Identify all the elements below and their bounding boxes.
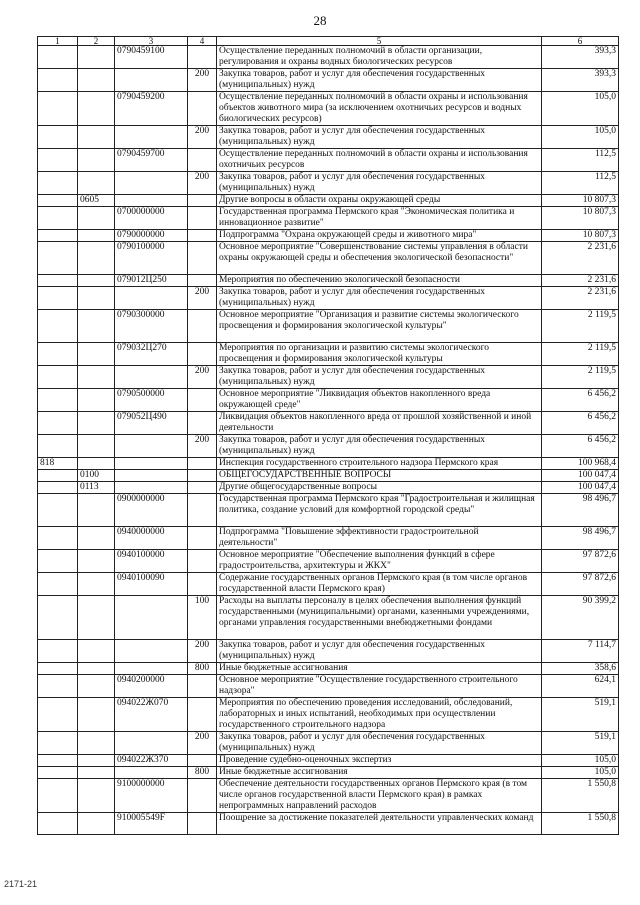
item-name-cell: Обеспечение деятельности государственных органов Пермского края (в том числе органов государственной власти Пермского края) в рамках непрограммных направлений расходов bbox=[217, 779, 542, 813]
admin-code-cell bbox=[38, 207, 78, 230]
section-code-cell bbox=[78, 550, 115, 573]
admin-code-cell bbox=[38, 287, 78, 310]
table-row bbox=[38, 435, 619, 458]
item-name-cell: Основное мероприятие "Осуществление государственного строительного надзора" bbox=[217, 675, 542, 698]
table-row bbox=[38, 69, 619, 92]
amount-cell: 393,3 bbox=[542, 69, 619, 92]
section-code-cell bbox=[78, 640, 115, 663]
section-code-cell bbox=[78, 287, 115, 310]
amount-cell: 7 114,7 bbox=[542, 640, 619, 663]
item-name-cell: Иные бюджетные ассигнования bbox=[217, 663, 542, 675]
section-code-cell bbox=[78, 126, 115, 149]
target-item-code-cell bbox=[115, 458, 188, 470]
item-name-cell: Поощрение за достижение показателей деятельности управленческих команд bbox=[217, 813, 542, 835]
expense-type-code-cell bbox=[188, 46, 217, 69]
table-row bbox=[38, 640, 619, 663]
amount-cell: 6 456,2 bbox=[542, 435, 619, 458]
expense-type-code-cell bbox=[188, 310, 217, 343]
table-row bbox=[38, 494, 619, 527]
footer-document-code: 2171-21 bbox=[4, 879, 38, 889]
amount-cell: 10 807,3 bbox=[542, 230, 619, 242]
item-name-cell: Подпрограмма "Охрана окружающей среды и животного мира" bbox=[217, 230, 542, 242]
amount-cell: 2 119,5 bbox=[542, 366, 619, 389]
item-name-cell: Проведение судебно-оценочных экспертиз bbox=[217, 755, 542, 767]
admin-code-cell bbox=[38, 663, 78, 675]
item-name-cell: ОБЩЕГОСУДАРСТВЕННЫЕ ВОПРОСЫ bbox=[217, 470, 542, 482]
target-item-code-cell: 079052Ц490 bbox=[115, 412, 188, 435]
admin-code-cell bbox=[38, 596, 78, 640]
target-item-code-cell bbox=[115, 172, 188, 195]
item-name-cell: Мероприятия по обеспечению проведения исследований, обследований, лабораторных и иных испытаний, необходимых при осуществлении государственного строительного надзора bbox=[217, 698, 542, 732]
amount-cell: 97 872,6 bbox=[542, 550, 619, 573]
amount-cell: 2 231,6 bbox=[542, 275, 619, 287]
admin-code-cell bbox=[38, 470, 78, 482]
item-name-cell: Ликвидация объектов накопленного вреда от прошлой хозяйственной и иной деятельности bbox=[217, 412, 542, 435]
table-row bbox=[38, 675, 619, 698]
section-code-cell bbox=[78, 69, 115, 92]
section-code-cell bbox=[78, 172, 115, 195]
admin-code-cell bbox=[38, 698, 78, 732]
expense-type-code-cell bbox=[188, 527, 217, 550]
admin-code-cell bbox=[38, 412, 78, 435]
target-item-code-cell bbox=[115, 596, 188, 640]
section-code-cell bbox=[78, 755, 115, 767]
item-name-cell: Основное мероприятие "Обеспечение выполнения функций в сфере градостроительства, архитектуры и ЖКХ" bbox=[217, 550, 542, 573]
table-row bbox=[38, 779, 619, 813]
target-item-code-cell: 0790300000 bbox=[115, 310, 188, 343]
item-name-cell: Закупка товаров, работ и услуг для обеспечения государственных (муниципальных) нужд bbox=[217, 366, 542, 389]
section-code-cell bbox=[78, 275, 115, 287]
table-row bbox=[38, 230, 619, 242]
amount-cell: 112,5 bbox=[542, 172, 619, 195]
table-row bbox=[38, 172, 619, 195]
target-item-code-cell: 079032Ц270 bbox=[115, 343, 188, 366]
amount-cell: 2 119,5 bbox=[542, 343, 619, 366]
expense-type-code-cell bbox=[188, 470, 217, 482]
section-code-cell bbox=[78, 458, 115, 470]
amount-cell: 100 047,4 bbox=[542, 470, 619, 482]
item-name-cell: Осуществление переданных полномочий в области организации, регулирования и охраны водных биологических ресурсов bbox=[217, 46, 542, 69]
table-row bbox=[38, 527, 619, 550]
target-item-code-cell: 094022Ж370 bbox=[115, 755, 188, 767]
table-row bbox=[38, 596, 619, 640]
amount-cell: 2 231,6 bbox=[542, 287, 619, 310]
item-name-cell: Закупка товаров, работ и услуг для обеспечения государственных (муниципальных) нужд bbox=[217, 126, 542, 149]
expense-type-code-cell bbox=[188, 92, 217, 126]
item-name-cell: Инспекция государственного строительного надзора Пермского края bbox=[217, 458, 542, 470]
target-item-code-cell: 0790459100 bbox=[115, 46, 188, 69]
amount-cell: 105,0 bbox=[542, 767, 619, 779]
expense-type-code-cell: 200 bbox=[188, 366, 217, 389]
section-code-cell bbox=[78, 698, 115, 732]
admin-code-cell bbox=[38, 767, 78, 779]
section-code-cell: 0113 bbox=[78, 482, 115, 494]
item-name-cell: Другие общегосударственные вопросы bbox=[217, 482, 542, 494]
admin-code-cell bbox=[38, 675, 78, 698]
table-row bbox=[38, 470, 619, 482]
expense-type-code-cell bbox=[188, 779, 217, 813]
section-code-cell bbox=[78, 596, 115, 640]
item-name-cell: Закупка товаров, работ и услуг для обеспечения государственных (муниципальных) нужд bbox=[217, 640, 542, 663]
amount-cell: 1 550,8 bbox=[542, 813, 619, 835]
item-name-cell: Закупка товаров, работ и услуг для обеспечения государственных (муниципальных) нужд bbox=[217, 732, 542, 755]
target-item-code-cell: 0790459200 bbox=[115, 92, 188, 126]
table-row bbox=[38, 698, 619, 732]
table-row bbox=[38, 482, 619, 494]
table-row bbox=[38, 242, 619, 275]
amount-cell: 519,1 bbox=[542, 732, 619, 755]
item-name-cell: Закупка товаров, работ и услуг для обеспечения государственных (муниципальных) нужд bbox=[217, 172, 542, 195]
expense-type-code-cell bbox=[188, 230, 217, 242]
target-item-code-cell: 0940200000 bbox=[115, 675, 188, 698]
amount-cell: 97 872,6 bbox=[542, 573, 619, 596]
item-name-cell: Иные бюджетные ассигнования bbox=[217, 767, 542, 779]
section-code-cell bbox=[78, 779, 115, 813]
admin-code-cell bbox=[38, 482, 78, 494]
admin-code-cell bbox=[38, 126, 78, 149]
target-item-code-cell: 079012Ц250 bbox=[115, 275, 188, 287]
section-code-cell bbox=[78, 92, 115, 126]
amount-cell: 105,0 bbox=[542, 126, 619, 149]
table-row bbox=[38, 207, 619, 230]
item-name-cell: Государственная программа Пермского края "Экономическая политика и инновационное развитие" bbox=[217, 207, 542, 230]
section-code-cell bbox=[78, 573, 115, 596]
admin-code-cell bbox=[38, 366, 78, 389]
amount-cell: 98 496,7 bbox=[542, 494, 619, 527]
expense-type-code-cell: 200 bbox=[188, 640, 217, 663]
amount-cell: 10 807,3 bbox=[542, 207, 619, 230]
section-code-cell bbox=[78, 767, 115, 779]
table-row bbox=[38, 732, 619, 755]
expense-type-code-cell bbox=[188, 207, 217, 230]
amount-cell: 90 399,2 bbox=[542, 596, 619, 640]
expense-type-code-cell bbox=[188, 195, 217, 207]
admin-code-cell bbox=[38, 732, 78, 755]
item-name-cell: Подпрограмма "Повышение эффективности градостроительной деятельности" bbox=[217, 527, 542, 550]
amount-cell: 393,3 bbox=[542, 46, 619, 69]
amount-cell: 105,0 bbox=[542, 755, 619, 767]
expense-type-code-cell: 200 bbox=[188, 172, 217, 195]
target-item-code-cell bbox=[115, 663, 188, 675]
amount-cell: 6 456,2 bbox=[542, 412, 619, 435]
admin-code-cell bbox=[38, 550, 78, 573]
table-row bbox=[38, 767, 619, 779]
table-row bbox=[38, 275, 619, 287]
target-item-code-cell: 0790500000 bbox=[115, 389, 188, 412]
expense-type-code-cell: 100 bbox=[188, 596, 217, 640]
table-row bbox=[38, 195, 619, 207]
section-code-cell bbox=[78, 343, 115, 366]
amount-cell: 6 456,2 bbox=[542, 389, 619, 412]
section-code-cell bbox=[78, 149, 115, 172]
amount-cell: 10 807,3 bbox=[542, 195, 619, 207]
item-name-cell: Государственная программа Пермского края "Градостроительная и жилищная политика, создание условий для комфортной городской среды" bbox=[217, 494, 542, 527]
amount-cell: 105,0 bbox=[542, 92, 619, 126]
item-name-cell: Содержание государственных органов Пермского края (в том числе органов государственной власти Пермского края) bbox=[217, 573, 542, 596]
column-number-5: 5 bbox=[217, 37, 542, 46]
table-row bbox=[38, 149, 619, 172]
section-code-cell bbox=[78, 46, 115, 69]
table-row bbox=[38, 389, 619, 412]
amount-cell: 100 968,4 bbox=[542, 458, 619, 470]
admin-code-cell bbox=[38, 92, 78, 126]
target-item-code-cell bbox=[115, 69, 188, 92]
section-code-cell bbox=[78, 310, 115, 343]
column-number-3: 3 bbox=[115, 37, 188, 46]
target-item-code-cell bbox=[115, 732, 188, 755]
section-code-cell bbox=[78, 527, 115, 550]
item-name-cell: Другие вопросы в области охраны окружающей среды bbox=[217, 195, 542, 207]
expense-type-code-cell bbox=[188, 813, 217, 835]
item-name-cell: Мероприятия по организации и развитию системы экологического просвещения и формирования экологической культуры bbox=[217, 343, 542, 366]
item-name-cell: Закупка товаров, работ и услуг для обеспечения государственных (муниципальных) нужд bbox=[217, 435, 542, 458]
admin-code-cell bbox=[38, 779, 78, 813]
expense-type-code-cell bbox=[188, 149, 217, 172]
admin-code-cell bbox=[38, 149, 78, 172]
table-row bbox=[38, 663, 619, 675]
section-code-cell bbox=[78, 675, 115, 698]
admin-code-cell bbox=[38, 435, 78, 458]
admin-code-cell bbox=[38, 755, 78, 767]
expense-type-code-cell bbox=[188, 275, 217, 287]
page-number: 28 bbox=[313, 13, 327, 28]
column-number-4: 4 bbox=[188, 37, 217, 46]
section-code-cell: 0605 bbox=[78, 195, 115, 207]
expense-type-code-cell bbox=[188, 698, 217, 732]
item-name-cell: Основное мероприятие "Ликвидация объектов накопленного вреда окружающей среде" bbox=[217, 389, 542, 412]
section-code-cell: 0100 bbox=[78, 470, 115, 482]
admin-code-cell bbox=[38, 494, 78, 527]
budget-table bbox=[37, 36, 619, 835]
section-code-cell bbox=[78, 663, 115, 675]
table-row bbox=[38, 366, 619, 389]
section-code-cell bbox=[78, 435, 115, 458]
table-row bbox=[38, 573, 619, 596]
expense-type-code-cell bbox=[188, 242, 217, 275]
table-row bbox=[38, 92, 619, 126]
expense-type-code-cell bbox=[188, 494, 217, 527]
amount-cell: 100 047,4 bbox=[542, 482, 619, 494]
expense-type-code-cell bbox=[188, 343, 217, 366]
admin-code-cell bbox=[38, 573, 78, 596]
admin-code-cell bbox=[38, 242, 78, 275]
column-number-2: 2 bbox=[78, 37, 115, 46]
admin-code-cell bbox=[38, 46, 78, 69]
expense-type-code-cell: 200 bbox=[188, 126, 217, 149]
admin-code-cell bbox=[38, 69, 78, 92]
target-item-code-cell: 0790459700 bbox=[115, 149, 188, 172]
table-row bbox=[38, 126, 619, 149]
amount-cell: 624,1 bbox=[542, 675, 619, 698]
item-name-cell: Осуществление переданных полномочий в области охраны и использования объектов животного мира (за исключением охотничьих ресурсов и водных биологических ресурсов) bbox=[217, 92, 542, 126]
admin-code-cell bbox=[38, 230, 78, 242]
budget-table-body bbox=[38, 37, 619, 835]
expense-type-code-cell: 800 bbox=[188, 663, 217, 675]
table-row bbox=[38, 46, 619, 69]
target-item-code-cell bbox=[115, 640, 188, 663]
admin-code-cell bbox=[38, 343, 78, 366]
table-row bbox=[38, 755, 619, 767]
target-item-code-cell: 0790100000 bbox=[115, 242, 188, 275]
amount-cell: 1 550,8 bbox=[542, 779, 619, 813]
amount-cell: 98 496,7 bbox=[542, 527, 619, 550]
column-number-1: 1 bbox=[38, 37, 78, 46]
expense-type-code-cell bbox=[188, 458, 217, 470]
section-code-cell bbox=[78, 412, 115, 435]
table-row bbox=[38, 550, 619, 573]
target-item-code-cell bbox=[115, 470, 188, 482]
item-name-cell: Закупка товаров, работ и услуг для обеспечения государственных (муниципальных) нужд bbox=[217, 69, 542, 92]
amount-cell: 2 231,6 bbox=[542, 242, 619, 275]
amount-cell: 2 119,5 bbox=[542, 310, 619, 343]
section-code-cell bbox=[78, 230, 115, 242]
expense-type-code-cell: 200 bbox=[188, 435, 217, 458]
item-name-cell: Расходы на выплаты персоналу в целях обеспечения выполнения функций государственными (муниципальными) органами, казенными учреждениями, органами управления государственными внебюджетными фондами bbox=[217, 596, 542, 640]
expense-type-code-cell bbox=[188, 389, 217, 412]
column-number-row bbox=[38, 37, 619, 46]
amount-cell: 519,1 bbox=[542, 698, 619, 732]
item-name-cell: Осуществление переданных полномочий в области охраны и использования охотничьих ресурсов bbox=[217, 149, 542, 172]
admin-code-cell bbox=[38, 195, 78, 207]
section-code-cell bbox=[78, 494, 115, 527]
expense-type-code-cell: 200 bbox=[188, 287, 217, 310]
item-name-cell: Мероприятия по обеспечению экологической безопасности bbox=[217, 275, 542, 287]
table-row bbox=[38, 310, 619, 343]
target-item-code-cell bbox=[115, 435, 188, 458]
amount-cell: 358,6 bbox=[542, 663, 619, 675]
admin-code-cell bbox=[38, 275, 78, 287]
item-name-cell: Закупка товаров, работ и услуг для обеспечения государственных (муниципальных) нужд bbox=[217, 287, 542, 310]
target-item-code-cell: 094022Ж070 bbox=[115, 698, 188, 732]
expense-type-code-cell bbox=[188, 412, 217, 435]
target-item-code-cell: 9100000000 bbox=[115, 779, 188, 813]
section-code-cell bbox=[78, 732, 115, 755]
admin-code-cell bbox=[38, 640, 78, 663]
expense-type-code-cell bbox=[188, 675, 217, 698]
section-code-cell bbox=[78, 389, 115, 412]
table-row bbox=[38, 287, 619, 310]
expense-type-code-cell: 200 bbox=[188, 69, 217, 92]
expense-type-code-cell bbox=[188, 482, 217, 494]
item-name-cell: Основное мероприятие "Совершенствование системы управления в области охраны окружающей среды и обеспечения экологической безопасности" bbox=[217, 242, 542, 275]
amount-cell: 112,5 bbox=[542, 149, 619, 172]
target-item-code-cell bbox=[115, 767, 188, 779]
column-number-6: 6 bbox=[542, 37, 619, 46]
target-item-code-cell: 0900000000 bbox=[115, 494, 188, 527]
expense-type-code-cell bbox=[188, 573, 217, 596]
target-item-code-cell: 0940100090 bbox=[115, 573, 188, 596]
target-item-code-cell: 0700000000 bbox=[115, 207, 188, 230]
item-name-cell: Основное мероприятие "Организация и развитие системы экологического просвещения и формирования экологической культуры" bbox=[217, 310, 542, 343]
section-code-cell bbox=[78, 813, 115, 835]
expense-type-code-cell: 200 bbox=[188, 732, 217, 755]
target-item-code-cell: 0790000000 bbox=[115, 230, 188, 242]
expense-type-code-cell: 800 bbox=[188, 767, 217, 779]
target-item-code-cell: 0940100000 bbox=[115, 550, 188, 573]
admin-code-cell bbox=[38, 310, 78, 343]
target-item-code-cell bbox=[115, 366, 188, 389]
table-row bbox=[38, 458, 619, 470]
expense-type-code-cell bbox=[188, 755, 217, 767]
target-item-code-cell: 910005549F bbox=[115, 813, 188, 835]
target-item-code-cell bbox=[115, 482, 188, 494]
section-code-cell bbox=[78, 242, 115, 275]
admin-code-cell: 818 bbox=[38, 458, 78, 470]
table-row bbox=[38, 343, 619, 366]
target-item-code-cell bbox=[115, 195, 188, 207]
admin-code-cell bbox=[38, 389, 78, 412]
admin-code-cell bbox=[38, 813, 78, 835]
admin-code-cell bbox=[38, 172, 78, 195]
admin-code-cell bbox=[38, 527, 78, 550]
expense-type-code-cell bbox=[188, 550, 217, 573]
table-row bbox=[38, 412, 619, 435]
target-item-code-cell bbox=[115, 126, 188, 149]
target-item-code-cell bbox=[115, 287, 188, 310]
section-code-cell bbox=[78, 366, 115, 389]
section-code-cell bbox=[78, 207, 115, 230]
target-item-code-cell: 0940000000 bbox=[115, 527, 188, 550]
table-row bbox=[38, 813, 619, 835]
